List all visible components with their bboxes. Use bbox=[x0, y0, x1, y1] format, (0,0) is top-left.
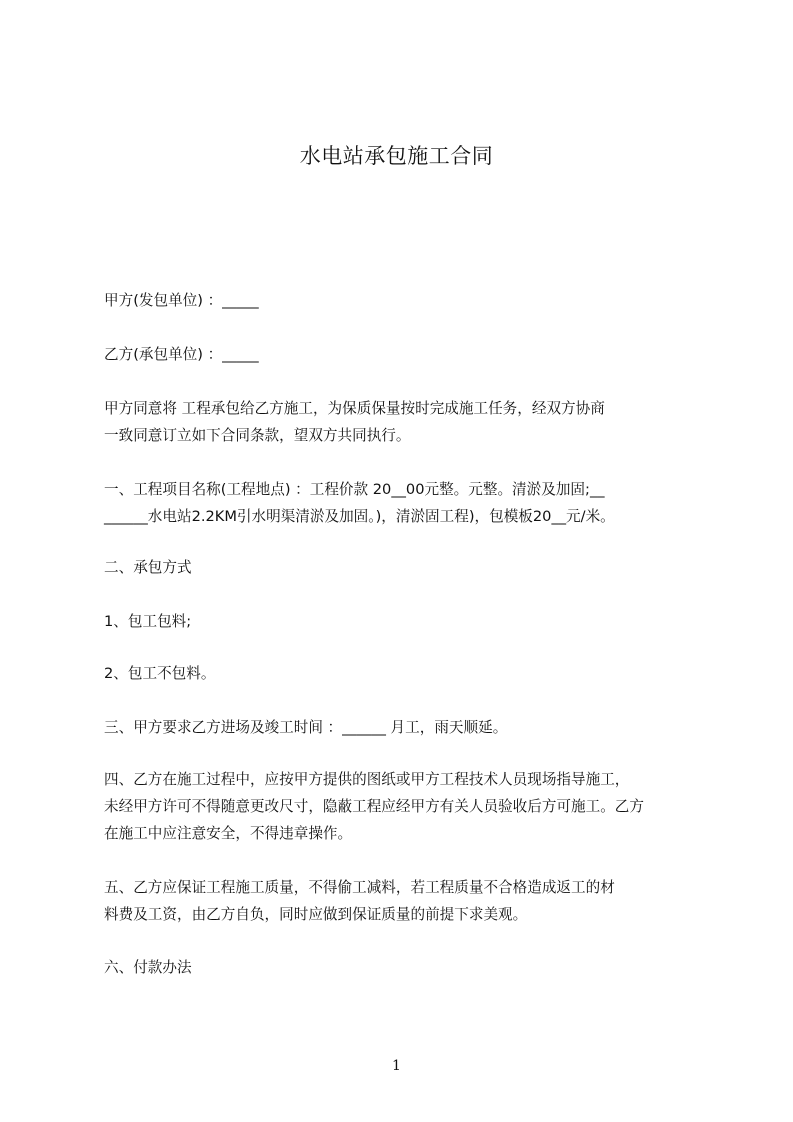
clause-5-line-2: 料费及工资，由乙方自负，同时应做到保证质量的前提下求美观。 bbox=[104, 906, 528, 923]
clause-2-item-2: 2、包工不包料。 bbox=[104, 665, 216, 682]
clause-4-line-1: 四、乙方在施工过程中，应按甲方提供的图纸或甲方工程技术人员现场指导施工， bbox=[104, 771, 630, 788]
clause-3: 三、甲方要求乙方进场及竣工时间 ：______ 月工，雨天顺延。 bbox=[104, 719, 508, 736]
page-number: 1 bbox=[392, 1058, 401, 1074]
clause-4-line-2: 未经甲方许可不得随意更改尺寸，隐蔽工程应经甲方有关人员验收后方可施工。乙方 bbox=[104, 798, 644, 815]
intro-paragraph-line-1: 甲方同意将 工程承包给乙方施工，为保质保量按时完成施工任务，经双方协商 bbox=[104, 400, 605, 417]
clause-2-item-1: 1、包工包料; bbox=[104, 613, 192, 630]
clause-4-line-3: 在施工中应注意安全，不得违章操作。 bbox=[104, 825, 353, 842]
clause-6-heading: 六、付款办法 bbox=[104, 959, 192, 976]
clause-5-line-1: 五、乙方应保证工程施工质量，不得偷工减料，若工程质量不合格造成返工的材 bbox=[104, 879, 615, 896]
party-a-line: 甲方(发包单位) ：_____ bbox=[104, 292, 259, 309]
document-title: 水电站承包施工合同 bbox=[299, 144, 494, 168]
clause-1-line-1: 一、工程项目名称(工程地点) ：工程价款 20__00元整。元整。清淤及加固;__ bbox=[104, 481, 605, 498]
clause-1-line-2: ______水电站2.2KM引水明渠清淤及加固。)，清淤固工程)，包模板20__元/米。 bbox=[104, 508, 615, 525]
party-b-line: 乙方(承包单位) ：_____ bbox=[104, 346, 259, 363]
clause-2-heading: 二、承包方式 bbox=[104, 559, 192, 576]
intro-paragraph-line-2: 一致同意订立如下合同条款，望双方共同执行。 bbox=[104, 427, 411, 444]
